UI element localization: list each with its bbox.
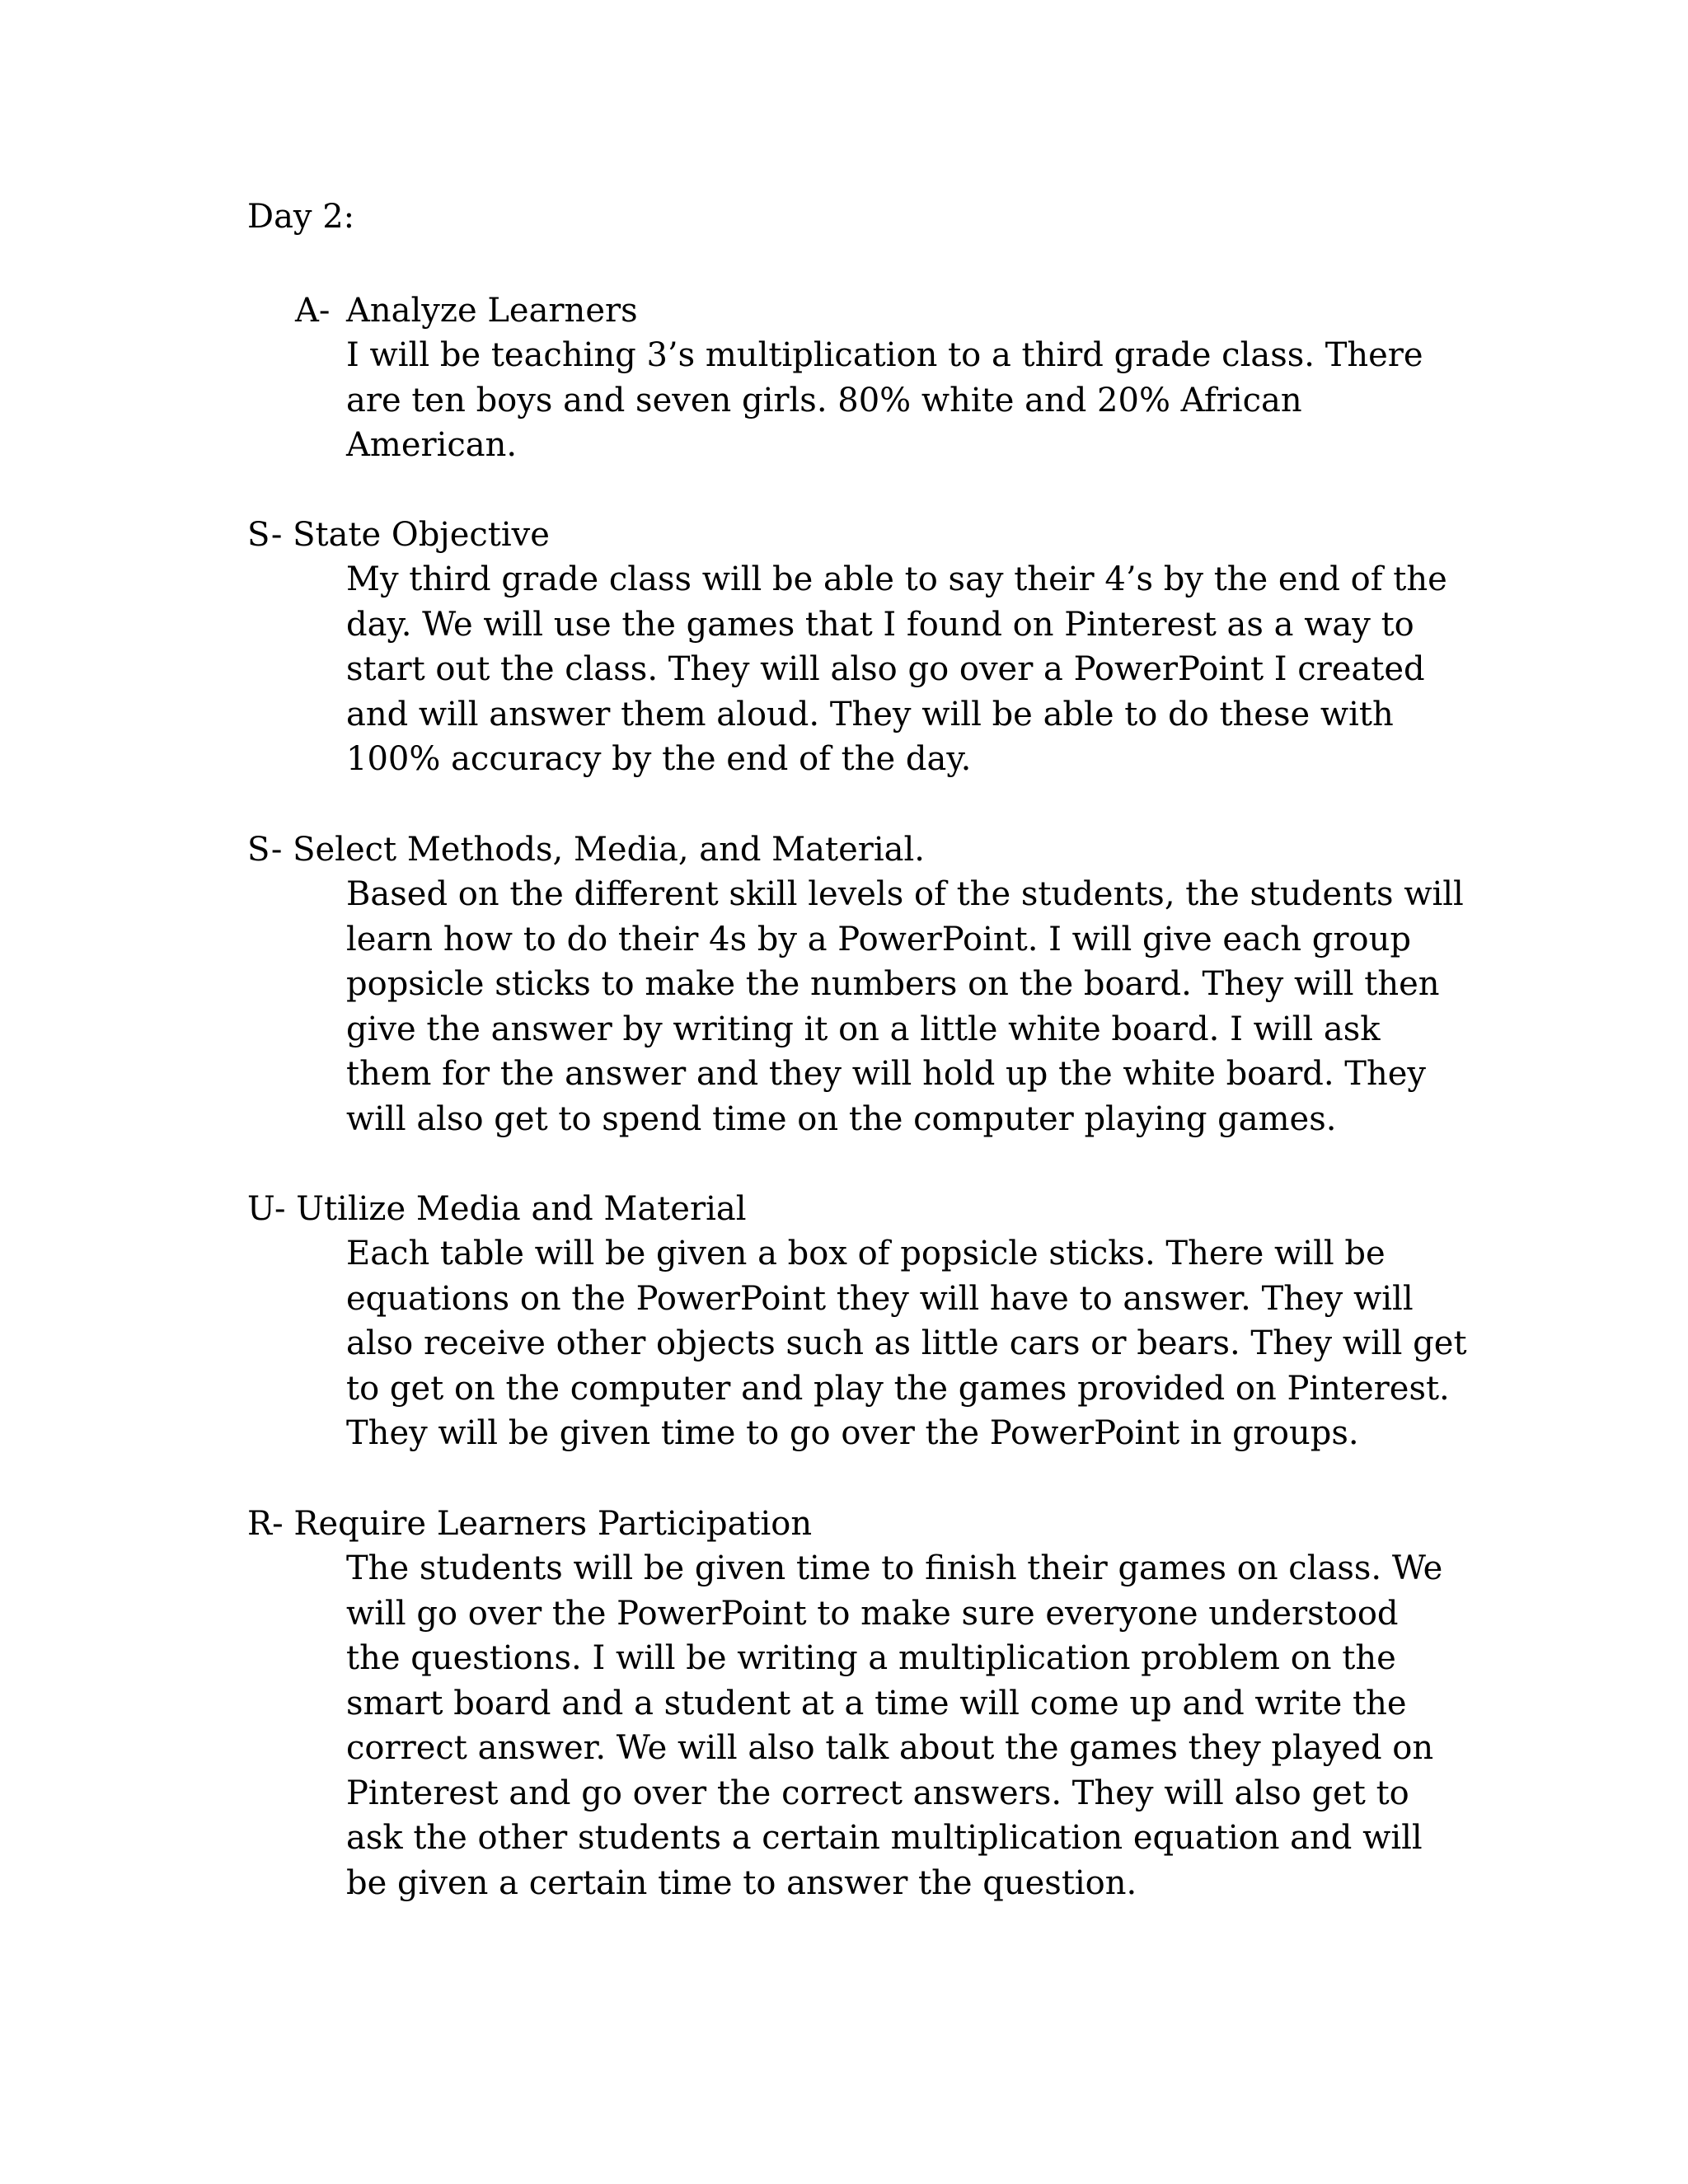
section-prefix: R- xyxy=(247,1505,284,1543)
section-body xyxy=(346,1231,1467,1456)
section-state-objective xyxy=(247,513,1447,782)
section-heading-text: State Objective xyxy=(293,516,550,554)
section-body xyxy=(346,872,1464,1141)
body-line: will also get to spend time on the computer playing games. xyxy=(346,1099,1337,1138)
section-prefix: S- xyxy=(247,516,283,554)
body-line: I will be teaching 3’s multiplication to a third grade class. There xyxy=(346,336,1423,374)
body-line: be given a certain time to answer the question. xyxy=(346,1863,1137,1902)
body-line: to get on the computer and play the games provided on Pinterest. xyxy=(346,1369,1450,1408)
body-line: 100% accuracy by the end of the day. xyxy=(346,740,972,778)
section-prefix: A- xyxy=(295,292,331,330)
section-heading-text: Utilize Media and Material xyxy=(296,1190,747,1228)
body-line: They will be given time to go over the PowerPoint in groups. xyxy=(346,1414,1359,1452)
section-body xyxy=(346,333,1442,468)
section-body xyxy=(346,557,1447,782)
section-prefix: S- xyxy=(247,831,283,869)
body-line: smart board and a student at a time will come up and write the xyxy=(346,1684,1407,1722)
section-heading xyxy=(247,513,1442,557)
section-prefix: U- xyxy=(247,1190,286,1228)
body-line: American. xyxy=(346,426,518,464)
body-line: equations on the PowerPoint they will have to answer. They will xyxy=(346,1279,1414,1318)
section-analyze-learners xyxy=(247,288,1442,468)
body-line: them for the answer and they will hold up the white board. They xyxy=(346,1055,1426,1093)
section-heading-text: Require Learners Participation xyxy=(293,1505,813,1543)
body-line: the questions. I will be writing a multiplication problem on the xyxy=(346,1639,1396,1677)
body-line: correct answer. We will also talk about the games they played on xyxy=(346,1729,1434,1767)
section-heading-text: Select Methods, Media, and Material. xyxy=(293,831,926,869)
section-utilize-media xyxy=(247,1187,1467,1456)
section-require-participation xyxy=(247,1502,1442,1905)
body-line: Pinterest and go over the correct answers. They will also get to xyxy=(346,1774,1409,1812)
body-line: popsicle sticks to make the numbers on the board. They will then xyxy=(346,965,1440,1003)
section-heading-text: Analyze Learners xyxy=(346,292,638,330)
section-body xyxy=(346,1546,1442,1905)
body-line: learn how to do their 4s by a PowerPoint. I will give each group xyxy=(346,920,1411,958)
page-title: Day 2: xyxy=(247,198,355,236)
body-line: give the answer by writing it on a little white board. I will ask xyxy=(346,1010,1381,1048)
body-line: My third grade class will be able to say their 4’s by the end of the xyxy=(346,560,1447,598)
body-line: The students will be given time to finish their games on class. We xyxy=(346,1549,1443,1587)
body-line: Based on the different skill levels of the students, the students will xyxy=(346,875,1464,913)
section-heading xyxy=(247,288,1442,333)
body-line: will go over the PowerPoint to make sure everyone understood xyxy=(346,1594,1399,1633)
body-line: are ten boys and seven girls. 80% white and 20% African xyxy=(346,381,1302,419)
body-line: and will answer them aloud. They will be able to do these with xyxy=(346,695,1394,733)
section-heading xyxy=(247,1187,1442,1231)
body-line: day. We will use the games that I found on Pinterest as a way to xyxy=(346,605,1414,644)
section-heading xyxy=(247,1502,1442,1546)
body-line: ask the other students a certain multiplication equation and will xyxy=(346,1819,1423,1857)
body-line: Each table will be given a box of popsicle sticks. There will be xyxy=(346,1235,1386,1272)
section-heading xyxy=(247,827,1442,872)
section-select-methods xyxy=(247,827,1464,1141)
body-line: also receive other objects such as little cars or bears. They will get xyxy=(346,1324,1467,1362)
body-line: start out the class. They will also go over a PowerPoint I created xyxy=(346,650,1425,688)
